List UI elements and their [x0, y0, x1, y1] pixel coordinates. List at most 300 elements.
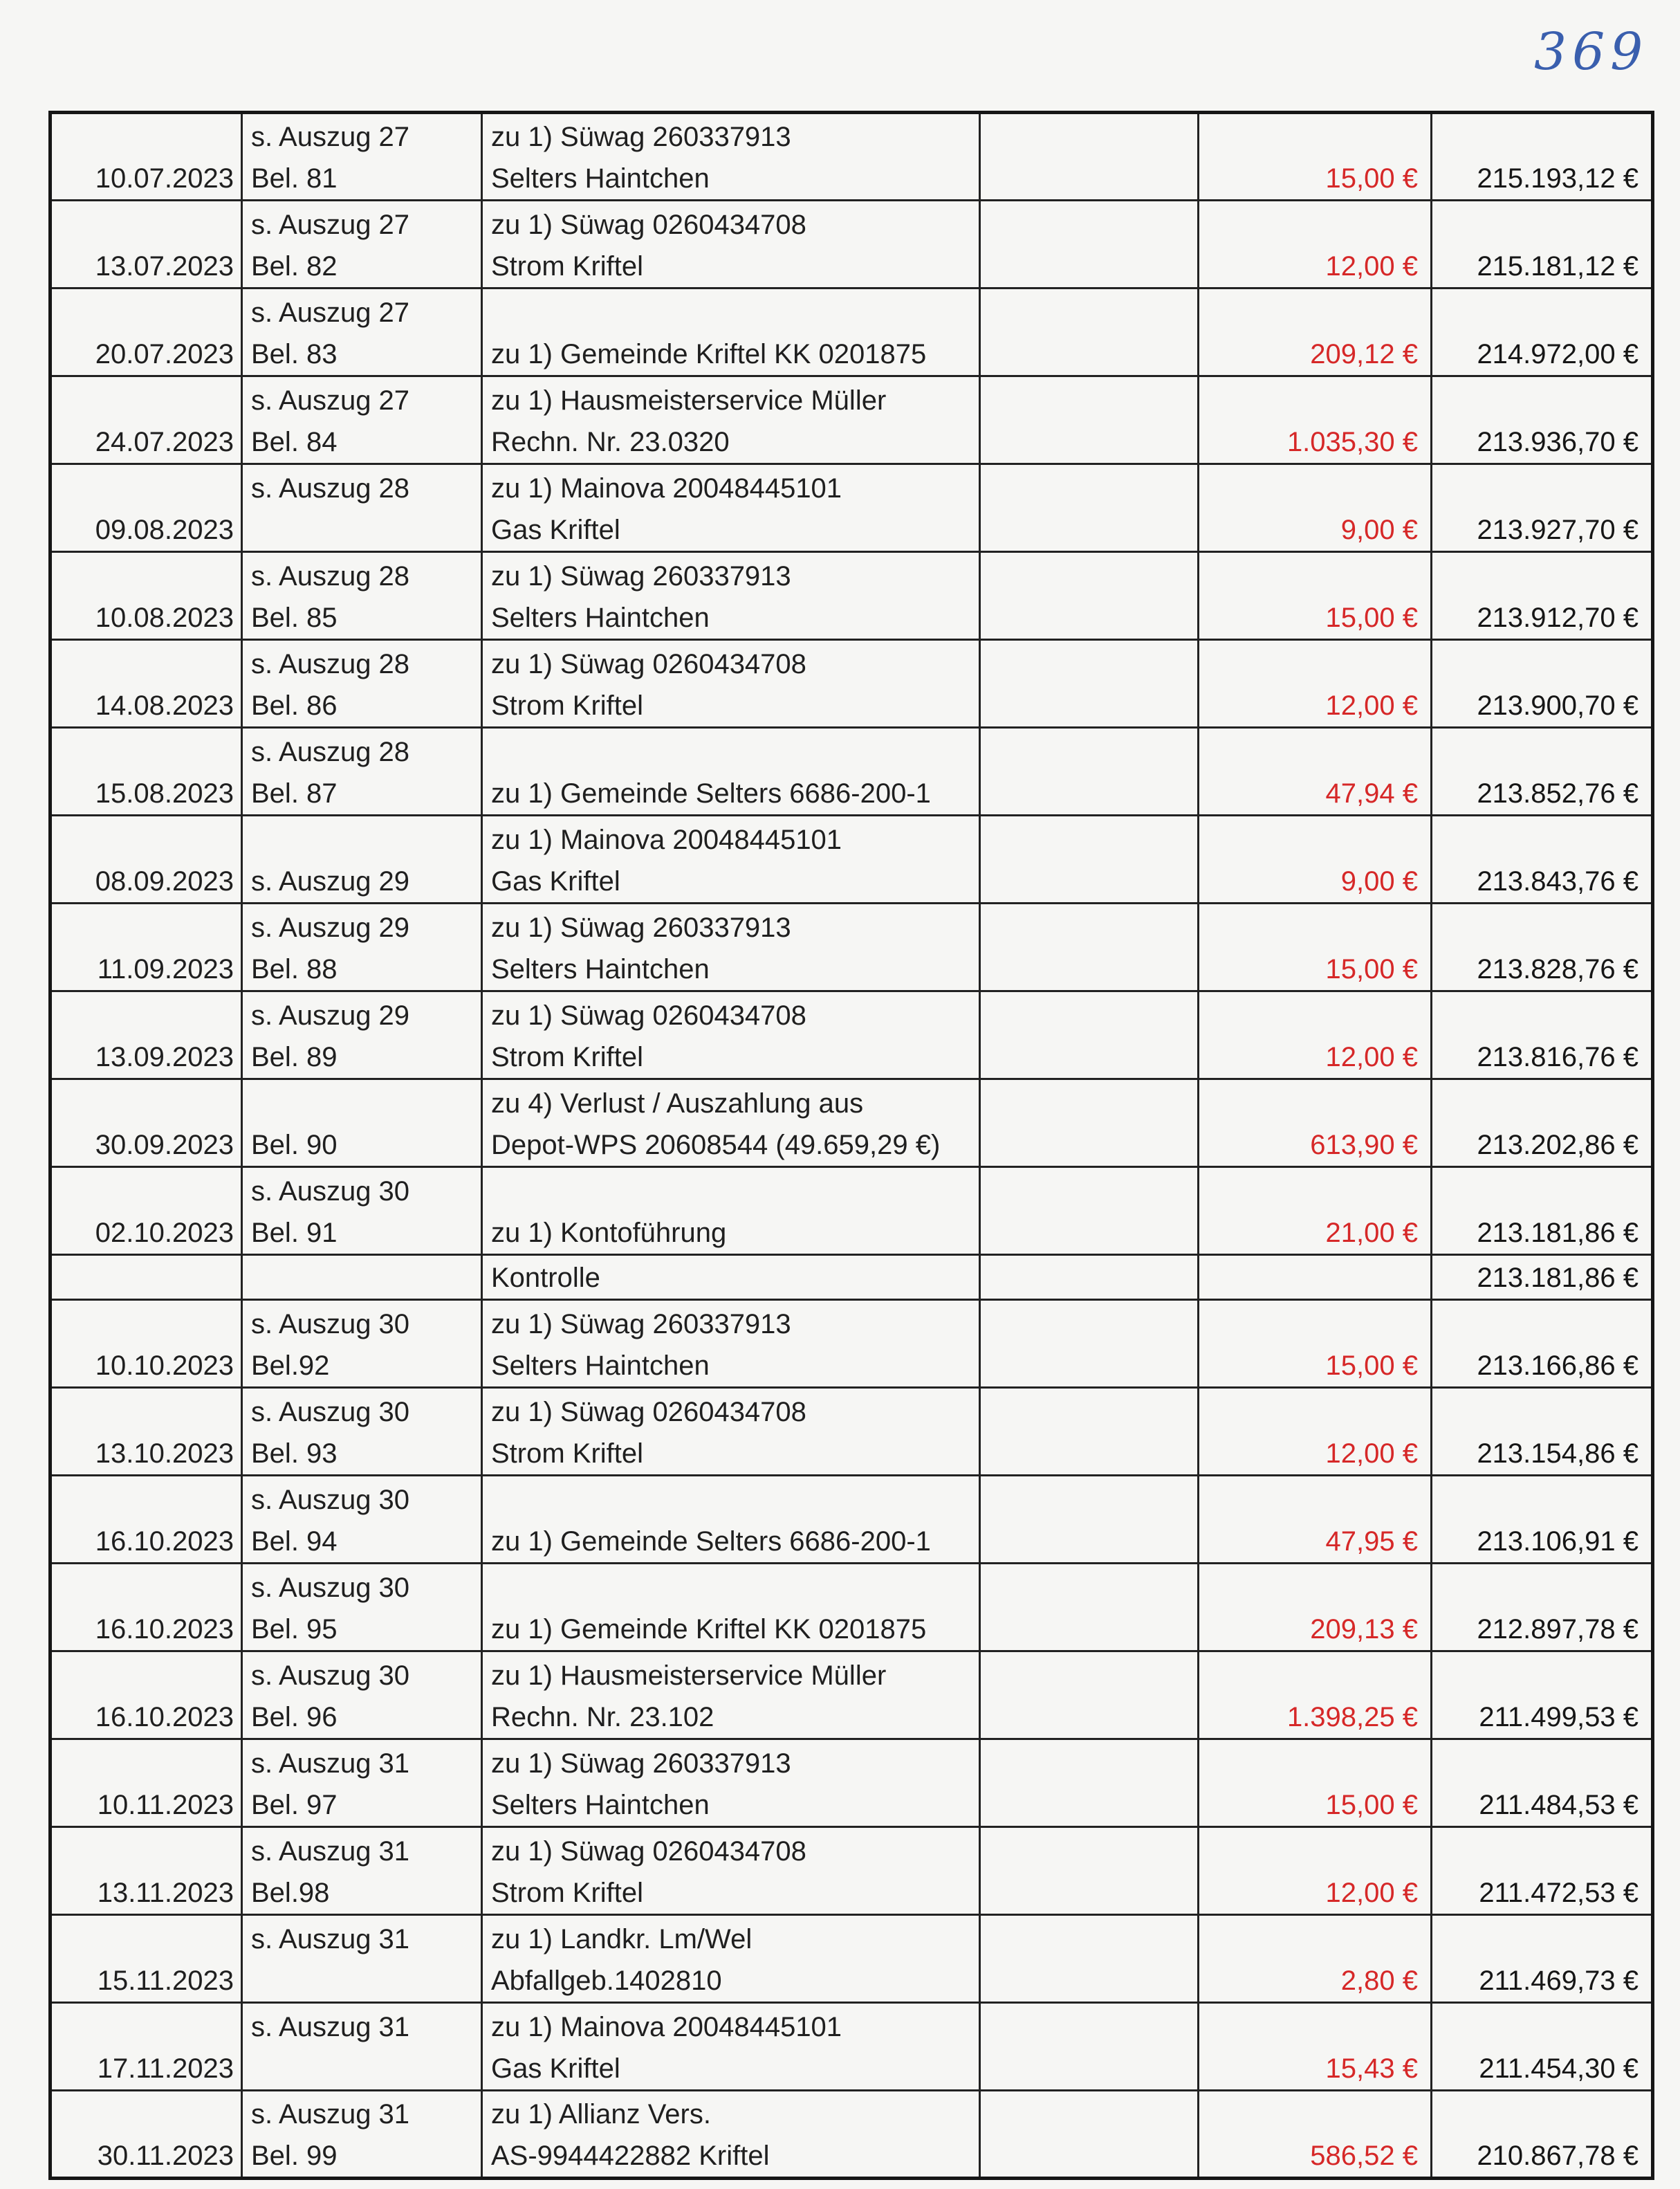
balance-cell — [1432, 113, 1653, 201]
date-cell — [50, 2003, 242, 2091]
amount-cell-text: 15,00 € — [1325, 954, 1418, 984]
balance-cell — [1432, 816, 1653, 904]
amount-cell — [1199, 201, 1432, 288]
balance-cell-text: 215.193,12 € — [1477, 163, 1639, 194]
empty-cell — [980, 464, 1199, 552]
description-cell — [482, 640, 980, 728]
description-cell-text: zu 4) Verlust / Auszahlung aus — [491, 1088, 864, 1119]
amount-cell-text: 15,43 € — [1325, 2053, 1418, 2084]
amount-cell-text: 12,00 € — [1325, 690, 1418, 721]
date-cell — [50, 1739, 242, 1827]
balance-cell — [1432, 288, 1653, 376]
amount-cell — [1199, 1651, 1432, 1739]
reference-cell — [242, 288, 482, 376]
date-cell-text: 14.08.2023 — [95, 690, 234, 721]
description-cell — [482, 1827, 980, 1915]
empty-cell — [980, 288, 1199, 376]
reference-cell-text: Bel. 93 — [251, 1438, 338, 1469]
balance-cell-text: 213.181,86 € — [1477, 1263, 1639, 1293]
amount-cell-text: 1.035,30 € — [1286, 427, 1418, 457]
balance-cell — [1432, 1255, 1653, 1300]
date-cell-text: 10.07.2023 — [95, 163, 234, 194]
reference-cell-text: Bel. 89 — [251, 1042, 338, 1072]
amount-cell — [1199, 1167, 1432, 1255]
amount-cell — [1199, 1739, 1432, 1827]
amount-cell-text: 47,95 € — [1325, 1526, 1418, 1557]
amount-cell-text: 12,00 € — [1325, 251, 1418, 282]
balance-cell — [1432, 991, 1653, 1079]
ledger-body — [50, 113, 1653, 2179]
reference-cell — [242, 2003, 482, 2091]
description-cell-text: zu 1) Hausmeisterservice Müller — [491, 385, 887, 416]
reference-cell — [242, 640, 482, 728]
reference-cell-text: s. Auszug 27 — [251, 385, 410, 416]
balance-cell-text: 213.181,86 € — [1477, 1218, 1639, 1248]
description-cell — [482, 991, 980, 1079]
description-cell — [482, 201, 980, 288]
amount-cell — [1199, 640, 1432, 728]
table-row — [50, 1564, 1653, 1651]
amount-cell-text: 209,12 € — [1310, 339, 1418, 369]
table-row — [50, 1476, 1653, 1564]
description-cell — [482, 1915, 980, 2003]
reference-cell-text: Bel.92 — [251, 1350, 330, 1381]
balance-cell — [1432, 1827, 1653, 1915]
amount-cell — [1199, 728, 1432, 816]
amount-cell — [1199, 1915, 1432, 2003]
date-cell — [50, 816, 242, 904]
reference-cell-text — [251, 1960, 481, 2002]
reference-cell — [242, 904, 482, 991]
amount-cell — [1199, 1476, 1432, 1564]
date-cell — [50, 991, 242, 1079]
empty-cell — [980, 816, 1199, 904]
balance-cell-text: 213.912,70 € — [1477, 603, 1639, 633]
amount-cell-text: 1.398,25 € — [1286, 1702, 1418, 1732]
reference-cell-text: s. Auszug 30 — [251, 1573, 410, 1603]
date-cell-text: 16.10.2023 — [95, 1526, 234, 1557]
amount-cell-text: 2,80 € — [1340, 1966, 1418, 1996]
balance-cell-text: 213.936,70 € — [1477, 427, 1639, 457]
empty-cell — [980, 1167, 1199, 1255]
reference-cell-text: Bel.98 — [251, 1878, 330, 1908]
description-cell — [482, 552, 980, 640]
table-row — [50, 2003, 1653, 2091]
date-cell — [50, 464, 242, 552]
reference-cell — [242, 464, 482, 552]
balance-cell-text: 211.454,30 € — [1479, 2053, 1639, 2084]
reference-cell-text — [251, 2048, 481, 2089]
table-row — [50, 728, 1653, 816]
reference-cell-text: Bel. 88 — [251, 954, 338, 984]
date-cell-text: 10.10.2023 — [95, 1350, 234, 1381]
balance-cell-text: 211.499,53 € — [1479, 1702, 1639, 1732]
reference-cell-text: Bel. 86 — [251, 690, 338, 721]
amount-cell-text: 21,00 € — [1325, 1218, 1418, 1248]
balance-cell-text: 215.181,12 € — [1477, 251, 1639, 282]
balance-cell — [1432, 1564, 1653, 1651]
description-cell-text — [491, 731, 979, 773]
reference-cell — [242, 1827, 482, 1915]
description-cell-text: zu 1) Mainova 20048445101 — [491, 825, 842, 855]
empty-cell — [980, 1079, 1199, 1167]
date-cell-text: 13.11.2023 — [97, 1878, 234, 1908]
reference-cell-text: Bel. 81 — [251, 163, 338, 194]
page-number: 369 — [1534, 22, 1649, 82]
date-cell-text: 24.07.2023 — [95, 427, 234, 457]
description-cell-text: zu 1) Gemeinde Kriftel KK 0201875 — [491, 339, 927, 369]
reference-cell — [242, 1476, 482, 1564]
amount-cell-text: 9,00 € — [1340, 515, 1418, 545]
amount-cell — [1199, 1300, 1432, 1388]
empty-cell — [980, 1300, 1199, 1388]
reference-cell — [242, 816, 482, 904]
amount-cell-text: 209,13 € — [1310, 1614, 1418, 1645]
table-row — [50, 904, 1653, 991]
date-cell-text: 09.08.2023 — [95, 515, 234, 545]
reference-cell — [242, 2091, 482, 2179]
date-cell — [50, 904, 242, 991]
date-cell — [50, 1388, 242, 1476]
description-cell-text: Rechn. Nr. 23.0320 — [491, 427, 730, 457]
description-cell-text: Depot-WPS 20608544 (49.659,29 €) — [491, 1130, 941, 1160]
reference-cell-text: s. Auszug 28 — [251, 561, 410, 592]
amount-cell — [1199, 1388, 1432, 1476]
balance-cell — [1432, 464, 1653, 552]
description-cell-text: Selters Haintchen — [491, 603, 710, 633]
reference-cell — [242, 1300, 482, 1388]
description-cell-text: Abfallgeb.1402810 — [491, 1966, 722, 1996]
balance-cell-text: 213.202,86 € — [1477, 1130, 1639, 1160]
description-cell-text: zu 1) Süwag 0260434708 — [491, 210, 806, 240]
date-cell — [50, 1651, 242, 1739]
reference-cell-text: s. Auszug 28 — [251, 649, 410, 679]
balance-cell — [1432, 1167, 1653, 1255]
description-cell-text: Strom Kriftel — [491, 690, 644, 721]
table-row — [50, 1079, 1653, 1167]
description-cell-text: Kontrolle — [491, 1263, 600, 1293]
date-cell-text: 10.11.2023 — [97, 1790, 234, 1820]
description-cell-text: zu 1) Allianz Vers. — [491, 2099, 711, 2130]
amount-cell-text: 15,00 € — [1325, 603, 1418, 633]
balance-cell-text: 210.867,78 € — [1477, 2141, 1639, 2171]
amount-cell-text: 15,00 € — [1325, 163, 1418, 194]
description-cell-text: zu 1) Gemeinde Selters 6686-200-1 — [491, 1526, 931, 1557]
table-row — [50, 376, 1653, 464]
reference-cell-text: s. Auszug 29 — [251, 1000, 410, 1031]
balance-cell — [1432, 1476, 1653, 1564]
reference-cell-text: s. Auszug 31 — [251, 2012, 410, 2042]
description-cell-text: zu 1) Süwag 260337913 — [491, 913, 791, 943]
amount-cell — [1199, 1079, 1432, 1167]
description-cell-text: Gas Kriftel — [491, 515, 620, 545]
date-cell — [50, 1167, 242, 1255]
date-cell — [50, 1564, 242, 1651]
description-cell-text: zu 1) Landkr. Lm/Wel — [491, 1924, 753, 1954]
balance-cell-text: 212.897,78 € — [1477, 1614, 1639, 1645]
table-row — [50, 552, 1653, 640]
balance-cell — [1432, 2003, 1653, 2091]
description-cell-text: zu 1) Süwag 260337913 — [491, 122, 791, 152]
balance-cell-text: 211.469,73 € — [1479, 1966, 1639, 1996]
description-cell — [482, 1255, 980, 1300]
table-row — [50, 1167, 1653, 1255]
table-row — [50, 1388, 1653, 1476]
amount-cell-text: 12,00 € — [1325, 1042, 1418, 1072]
reference-cell — [242, 1255, 482, 1300]
date-cell — [50, 1915, 242, 2003]
description-cell-text: Gas Kriftel — [491, 866, 620, 897]
description-cell — [482, 2091, 980, 2179]
table-row — [50, 464, 1653, 552]
amount-cell — [1199, 2003, 1432, 2091]
description-cell-text: Selters Haintchen — [491, 1790, 710, 1820]
description-cell-text: zu 1) Süwag 260337913 — [491, 561, 791, 592]
date-cell — [50, 1827, 242, 1915]
reference-cell-text — [251, 509, 481, 551]
description-cell — [482, 1167, 980, 1255]
description-cell-text: Rechn. Nr. 23.102 — [491, 1702, 714, 1732]
reference-cell-text: s. Auszug 30 — [251, 1485, 410, 1515]
date-cell-text: 16.10.2023 — [95, 1614, 234, 1645]
empty-cell — [980, 728, 1199, 816]
date-cell — [50, 113, 242, 201]
date-cell-text: 08.09.2023 — [95, 866, 234, 897]
empty-cell — [980, 640, 1199, 728]
reference-cell — [242, 1915, 482, 2003]
description-cell-text: zu 1) Süwag 260337913 — [491, 1309, 791, 1339]
description-cell — [482, 1300, 980, 1388]
date-cell-text: 30.09.2023 — [95, 1130, 234, 1160]
amount-cell-text: 12,00 € — [1325, 1438, 1418, 1469]
reference-cell-text: s. Auszug 31 — [251, 1748, 410, 1779]
balance-cell — [1432, 1651, 1653, 1739]
description-cell — [482, 376, 980, 464]
reference-cell-text: Bel. 87 — [251, 778, 338, 809]
date-cell — [50, 376, 242, 464]
description-cell-text: Strom Kriftel — [491, 1042, 644, 1072]
description-cell-text — [491, 292, 979, 333]
reference-cell-text: Bel. 97 — [251, 1790, 338, 1820]
balance-cell-text: 213.154,86 € — [1477, 1438, 1639, 1469]
description-cell-text: zu 1) Süwag 0260434708 — [491, 649, 806, 679]
date-cell — [50, 1255, 242, 1300]
description-cell — [482, 1564, 980, 1651]
description-cell-text: zu 1) Süwag 260337913 — [491, 1748, 791, 1779]
reference-cell — [242, 1079, 482, 1167]
date-cell — [50, 640, 242, 728]
reference-cell — [242, 1388, 482, 1476]
date-cell — [50, 1476, 242, 1564]
amount-cell-text: 613,90 € — [1310, 1130, 1418, 1160]
table-row — [50, 113, 1653, 201]
date-cell-text: 13.10.2023 — [95, 1438, 234, 1469]
reference-cell-text: Bel. 95 — [251, 1614, 338, 1645]
balance-cell-text: 213.828,76 € — [1477, 954, 1639, 984]
reference-cell-text: Bel. 96 — [251, 1702, 338, 1732]
date-cell-text: 17.11.2023 — [97, 2053, 234, 2084]
reference-cell — [242, 1651, 482, 1739]
ledger-table — [48, 111, 1654, 2180]
reference-cell-text: s. Auszug 30 — [251, 1397, 410, 1427]
reference-cell-text — [251, 1083, 481, 1124]
date-cell — [50, 728, 242, 816]
table-row — [50, 991, 1653, 1079]
description-cell — [482, 816, 980, 904]
description-cell-text: Selters Haintchen — [491, 163, 710, 194]
empty-cell — [980, 113, 1199, 201]
date-cell-text: 02.10.2023 — [95, 1218, 234, 1248]
amount-cell-text: 15,00 € — [1325, 1790, 1418, 1820]
reference-cell-text: s. Auszug 31 — [251, 1836, 410, 1867]
date-cell-text: 10.08.2023 — [95, 603, 234, 633]
amount-cell-text: 12,00 € — [1325, 1878, 1418, 1908]
reference-cell-text: Bel. 90 — [251, 1130, 338, 1160]
reference-cell-text: s. Auszug 27 — [251, 210, 410, 240]
empty-cell — [980, 376, 1199, 464]
description-cell — [482, 1388, 980, 1476]
reference-cell-text: Bel. 85 — [251, 603, 338, 633]
balance-cell-text: 211.472,53 € — [1479, 1878, 1639, 1908]
table-row — [50, 1255, 1653, 1300]
balance-cell-text: 213.900,70 € — [1477, 690, 1639, 721]
empty-cell — [980, 1915, 1199, 2003]
reference-cell-text: s. Auszug 27 — [251, 122, 410, 152]
description-cell-text: zu 1) Hausmeisterservice Müller — [491, 1660, 887, 1691]
date-cell-text: 13.09.2023 — [95, 1042, 234, 1072]
description-cell-text: zu 1) Gemeinde Selters 6686-200-1 — [491, 778, 931, 809]
balance-cell-text: 213.852,76 € — [1477, 778, 1639, 809]
balance-cell-text: 213.816,76 € — [1477, 1042, 1639, 1072]
empty-cell — [980, 904, 1199, 991]
amount-cell — [1199, 1255, 1432, 1300]
empty-cell — [980, 201, 1199, 288]
empty-cell — [980, 1255, 1199, 1300]
reference-cell-text: Bel. 99 — [251, 2141, 338, 2171]
empty-cell — [980, 1739, 1199, 1827]
description-cell — [482, 2003, 980, 2091]
date-cell-text: 30.11.2023 — [97, 2141, 234, 2171]
description-cell — [482, 464, 980, 552]
reference-cell — [242, 991, 482, 1079]
reference-cell-text: s. Auszug 31 — [251, 1924, 410, 1954]
table-row — [50, 1300, 1653, 1388]
balance-cell — [1432, 904, 1653, 991]
balance-cell — [1432, 1300, 1653, 1388]
balance-cell-text: 214.972,00 € — [1477, 339, 1639, 369]
date-cell — [50, 2091, 242, 2179]
reference-cell-text: Bel. 84 — [251, 427, 338, 457]
balance-cell — [1432, 376, 1653, 464]
description-cell-text: Selters Haintchen — [491, 1350, 710, 1381]
description-cell — [482, 288, 980, 376]
date-cell-text: 15.08.2023 — [95, 778, 234, 809]
table-row — [50, 1651, 1653, 1739]
date-cell-text: 11.09.2023 — [97, 954, 234, 984]
amount-cell-text: 47,94 € — [1325, 778, 1418, 809]
balance-cell — [1432, 201, 1653, 288]
description-cell-text: zu 1) Süwag 0260434708 — [491, 1836, 806, 1867]
description-cell-text — [491, 1171, 979, 1212]
amount-cell — [1199, 464, 1432, 552]
balance-cell-text: 213.843,76 € — [1477, 866, 1639, 897]
amount-cell — [1199, 816, 1432, 904]
reference-cell-text: Bel. 94 — [251, 1526, 338, 1557]
description-cell-text: Strom Kriftel — [491, 1878, 644, 1908]
reference-cell-text: s. Auszug 27 — [251, 297, 410, 328]
amount-cell — [1199, 376, 1432, 464]
date-cell — [50, 552, 242, 640]
description-cell — [482, 113, 980, 201]
amount-cell — [1199, 991, 1432, 1079]
date-cell-text: 13.07.2023 — [95, 251, 234, 282]
table-row — [50, 1915, 1653, 2003]
date-cell — [50, 1300, 242, 1388]
description-cell-text: zu 1) Kontoführung — [491, 1218, 727, 1248]
reference-cell-text: Bel. 83 — [251, 339, 338, 369]
description-cell-text — [491, 1479, 979, 1521]
table-row — [50, 1827, 1653, 1915]
table-row — [50, 201, 1653, 288]
description-cell — [482, 1651, 980, 1739]
empty-cell — [980, 2003, 1199, 2091]
description-cell — [482, 1739, 980, 1827]
description-cell-text: Gas Kriftel — [491, 2053, 620, 2084]
reference-cell-text: s. Auszug 30 — [251, 1660, 410, 1691]
date-cell — [50, 201, 242, 288]
balance-cell-text: 213.106,91 € — [1477, 1526, 1639, 1557]
reference-cell-text: s. Auszug 28 — [251, 737, 410, 767]
description-cell-text: Selters Haintchen — [491, 954, 710, 984]
amount-cell — [1199, 1564, 1432, 1651]
reference-cell-text: s. Auszug 30 — [251, 1176, 410, 1207]
description-cell-text: zu 1) Mainova 20048445101 — [491, 473, 842, 504]
description-cell — [482, 1476, 980, 1564]
reference-cell-text: Bel. 82 — [251, 251, 338, 282]
description-cell-text: Strom Kriftel — [491, 1438, 644, 1469]
empty-cell — [980, 1476, 1199, 1564]
reference-cell — [242, 376, 482, 464]
balance-cell-text: 213.927,70 € — [1477, 515, 1639, 545]
balance-cell — [1432, 1079, 1653, 1167]
empty-cell — [980, 991, 1199, 1079]
description-cell-text: AS-9944422882 Kriftel — [491, 2141, 770, 2171]
amount-cell — [1199, 2091, 1432, 2179]
reference-cell — [242, 1167, 482, 1255]
reference-cell — [242, 113, 482, 201]
empty-cell — [980, 1651, 1199, 1739]
reference-cell — [242, 1564, 482, 1651]
amount-cell — [1199, 288, 1432, 376]
description-cell-text: Strom Kriftel — [491, 251, 644, 282]
table-row — [50, 640, 1653, 728]
date-cell-text: 16.10.2023 — [95, 1702, 234, 1732]
description-cell-text: zu 1) Süwag 0260434708 — [491, 1397, 806, 1427]
reference-cell-text — [251, 819, 481, 861]
date-cell — [50, 288, 242, 376]
amount-cell-text: 9,00 € — [1340, 866, 1418, 897]
reference-cell — [242, 728, 482, 816]
balance-cell-text: 211.484,53 € — [1479, 1790, 1639, 1820]
balance-cell — [1432, 1915, 1653, 2003]
reference-cell — [242, 201, 482, 288]
amount-cell — [1199, 113, 1432, 201]
amount-cell — [1199, 1827, 1432, 1915]
balance-cell — [1432, 728, 1653, 816]
table-row — [50, 816, 1653, 904]
description-cell-text: zu 1) Mainova 20048445101 — [491, 2012, 842, 2042]
reference-cell-text: s. Auszug 28 — [251, 473, 410, 504]
